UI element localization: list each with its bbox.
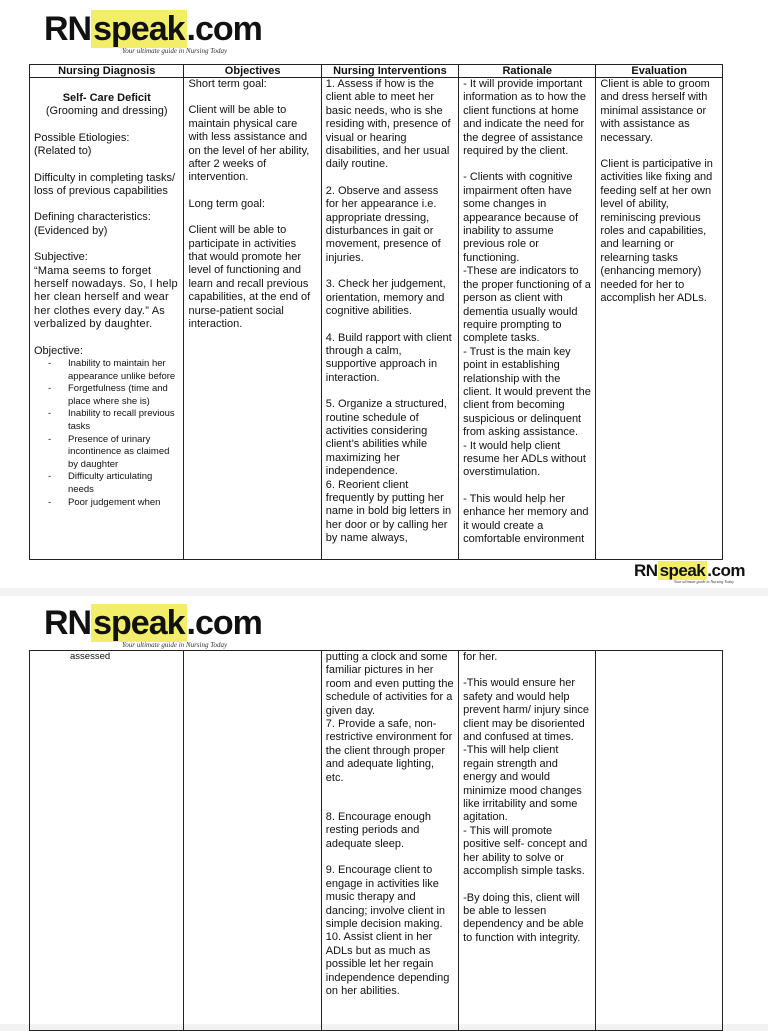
evaluation-1: Client is able to groom and dress herself with minimal assistance or with assistance as necessary. [600,78,710,144]
intervention-4: 4. Build rapport with client through a calm, supportive approach in interaction. [325,331,452,384]
evaluation-cell [596,78,723,560]
subjective-label: Subjective: [34,251,88,264]
diagnosis-cell [30,78,184,560]
care-plan-table [29,64,723,560]
list-item: - Forgetfulness (time and place where she is) [34,383,179,408]
defining-label: Defining characteristics: [34,211,151,224]
header-evaluation: Evaluation [596,65,723,78]
interventions-cell [321,651,458,1031]
table-header-row [30,65,723,78]
list-item: - Inability to recall previous tasks [34,408,179,433]
intervention-8: 8. Encourage enough resting periods and adequate sleep. [325,811,431,850]
objective-continued: assessed [70,651,111,662]
objective-label: Objective: [34,344,83,357]
intervention-7: 7. Provide a safe, non-restrictive environment for the client through proper and adequate lighting, etc. [325,718,453,784]
etiologies-related: (Related to) [34,145,92,158]
rationale-4: - Trust is the main key point in establishing relationship with the client. It would prevent the client from becoming suspicious or delinquent from asking assistance. [463,345,591,439]
rationale-7: -This would ensure her safety and would help prevent harm/ injury since client may be disoriented and confused at times. [463,677,590,744]
defining-evidenced: (Evidenced by) [34,224,108,237]
header-rationale: Rationale [459,65,596,78]
objective-list [34,358,179,509]
intervention-2: 2. Observe and assess for her appearance i.e. appropriate dressing, disturbances in gait or movement, presence of injuries. [325,184,441,264]
rationale-3: -These are indicators to the proper functioning of a person as client with dementia usually would require prompting to complete tasks. [463,265,591,345]
rationale-10: -By doing this, client will be able to lessen dependency and be able to function with integrity. [463,891,584,944]
interventions-cell [321,78,458,560]
header-nursing-diagnosis: Nursing Diagnosis [30,65,184,78]
header-objectives: Objectives [184,65,321,78]
short-term-goal: Client will be able to maintain physical care with less assistance and on the level of her ability, after 2 weeks of intervention. [188,104,310,184]
header-nursing-interventions: Nursing Interventions [321,65,458,78]
list-item: - Inability to maintain her appearance unlike before [34,358,179,383]
intervention-6: 6. Reorient client frequently by putting her name in bold big letters in her door or by calling her by name always, [325,478,452,545]
etiologies-label: Possible Etiologies: [34,131,130,144]
diagnosis-subtitle: (Grooming and dressing) [45,105,168,118]
rationale-1: - It will provide important information as to how the client functions at home and indicate the need for the degree of assistance required by the client. [463,78,586,158]
table-row [30,78,723,560]
evaluation-cell [596,651,723,1031]
rnspeak-logo-header: RNspeak.com Your ultimate guide in Nursing Today [44,10,262,55]
rationale-8: -This will help client regain strength and energy and would minimize mood changes like irritability and some agitation. [463,744,582,824]
rationale-6-continued: for her. [463,651,498,663]
rationale-6: - This would help her enhance her memory and it would create a comfortable environment [463,492,589,545]
rnspeak-logo-footer: RN speak .com Your ultimate guide in Nursing Today [634,561,745,584]
short-term-label: Short term goal: [188,78,267,90]
long-term-goal: Client will be able to participate in activities that would promote her level of functioning and learn and recall previous capabilities, at the end of nurse-patient social interaction. [188,224,311,331]
objectives-cell [184,78,321,560]
intervention-1: 1. Assess if how is the client able to meet her basic needs, who is she residing with, presence of visual or hearing disabilities, and her usual daily routine. [325,78,451,171]
rationale-9: - This will promote positive self- concept and her ability to solve or accomplish simple tasks. [463,824,588,878]
long-term-label: Long term goal: [188,197,265,210]
list-item: - Difficulty articulating needs [34,471,179,496]
intervention-10: 10. Assist client in her ADLs but as much as possible let her regain independence depending on her abilities. [325,931,450,997]
diagnosis-title: Self- Care Deficit [62,92,151,104]
list-item: - Presence of urinary incontinence as claimed by daughter [34,434,179,472]
rnspeak-logo-header: RNspeak.com Your ultimate guide in Nursing Today [44,604,262,649]
table-row [30,651,723,1031]
etiology-text: Difficulty in completing tasks/ loss of previous capabilities [34,171,176,198]
evaluation-2: Client is participative in activities like fixing and feeding self at her own level of ability, reminiscing previous roles and capabilities, and learning or relearning tasks (enhancing memory) needed for her to accomplish her ADLs. [600,158,713,305]
rationale-2: - Clients with cognitive impairment often have some changes in appearance because of inability to assume previous role or functioning. [463,171,579,264]
intervention-3: 3. Check her judgement, orientation, memory and cognitive abilities. [325,278,446,318]
rationale-5: - It would help client resume her ADLs without overstimulation. [463,439,586,479]
intervention-6-continued: putting a clock and some familiar pictures in her room and even putting the schedule of activities for a given day. [325,651,454,717]
intervention-5: 5. Organize a structured, routine schedule of activities considering client’s abilities while maximizing her independence. [325,398,447,478]
list-item: - Poor judgement when [34,497,179,510]
care-plan-table-continued [29,650,723,1031]
rationale-cell [459,78,596,560]
objectives-cell [184,651,321,1031]
subjective-text: “Mama seems to forget herself nowadays. So, I help her clean herself and wear her clothes every day.” As verbalized by daughter. [34,264,178,331]
rationale-cell [459,651,596,1031]
diagnosis-cell [30,651,184,1031]
intervention-9: 9. Encourage client to engage in activities like music therapy and dancing; involve client in simple decision making. [325,864,446,930]
